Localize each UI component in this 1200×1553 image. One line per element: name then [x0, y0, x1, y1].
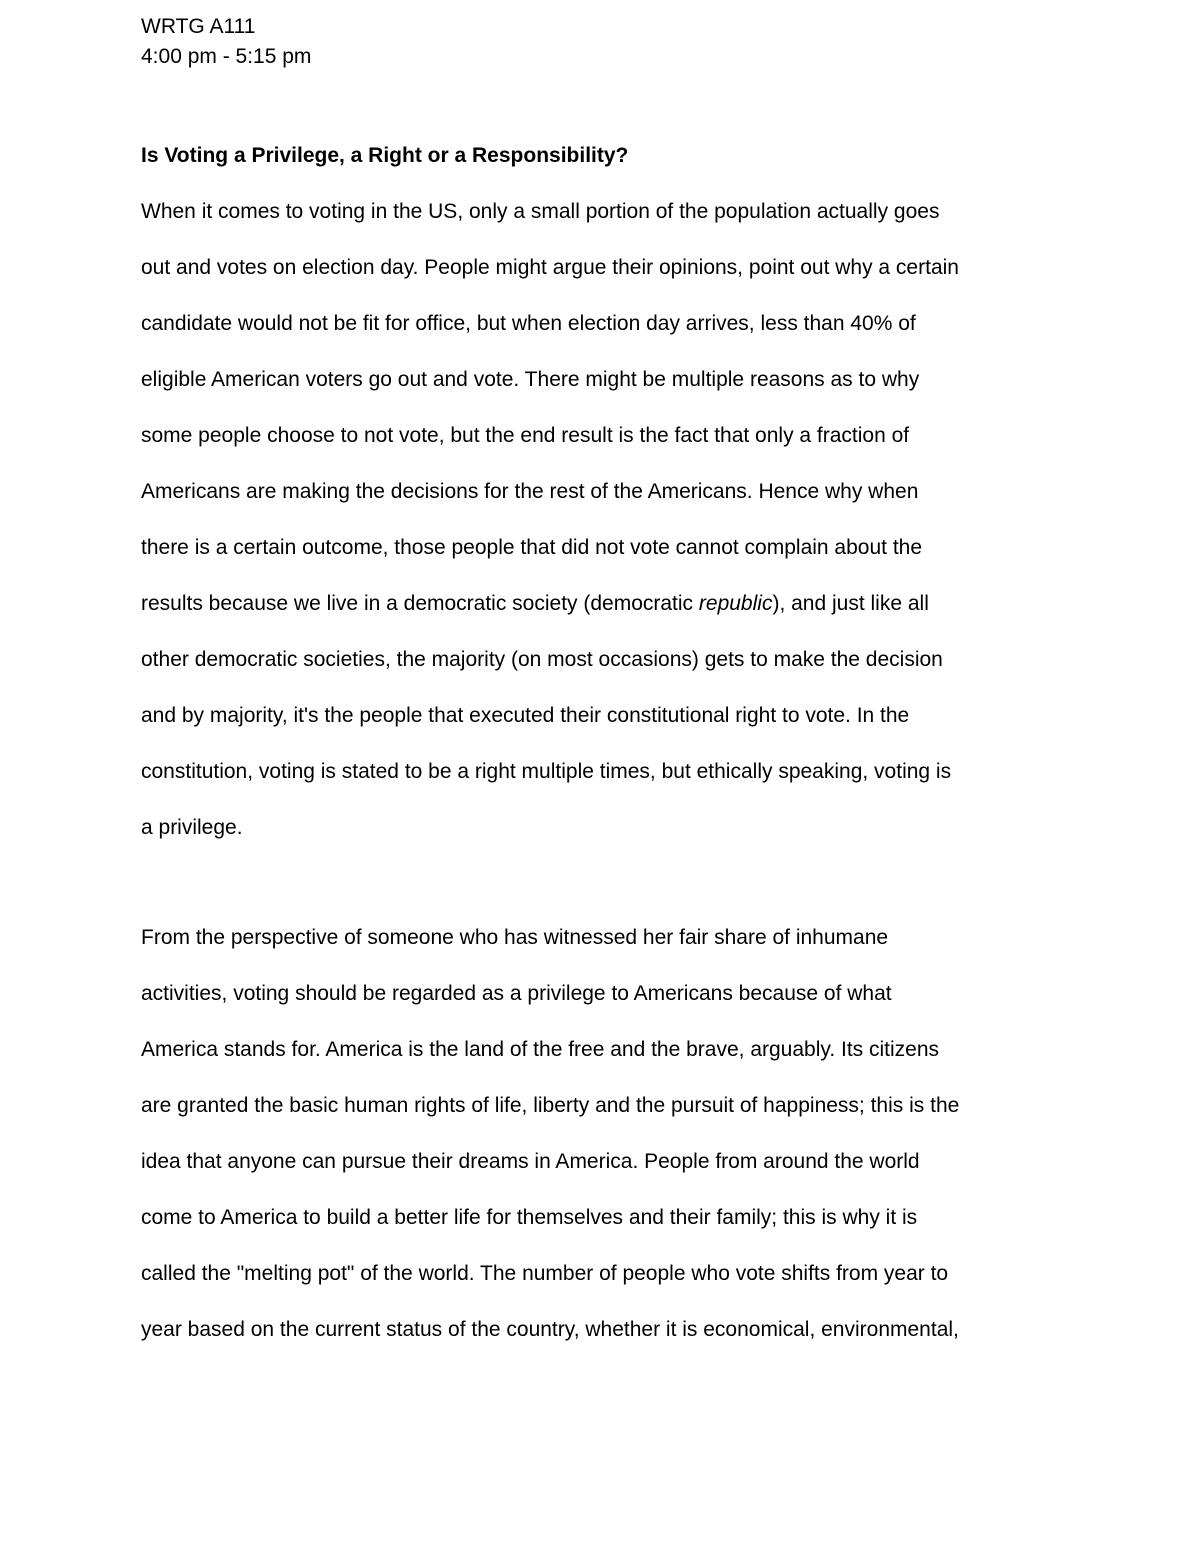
paragraph-line: some people choose to not vote, but the end result is the fact that only a fraction of	[141, 424, 910, 447]
paragraph-line: activities, voting should be regarded as a privilege to Americans because of what	[141, 982, 892, 1005]
essay-title: Is Voting a Privilege, a Right or a Responsibility?	[141, 144, 629, 167]
paragraph-line: From the perspective of someone who has witnessed her fair share of inhumane	[141, 926, 889, 949]
paragraph-line: When it comes to voting in the US, only a small portion of the population actually goes	[141, 200, 940, 223]
paragraph-line-with-italic	[141, 576, 959, 632]
class-time: 4:00 pm - 5:15 pm	[141, 45, 312, 68]
italic-word: republic	[698, 592, 773, 615]
paragraph-line: year based on the current status of the country, whether it is economical, environmental,	[141, 1318, 959, 1341]
paragraph-line: called the "melting pot" of the world. The number of people who vote shifts from year to	[141, 1262, 949, 1285]
paragraph-1	[141, 184, 959, 856]
paragraph-line: Americans are making the decisions for the rest of the Americans. Hence why when	[141, 480, 919, 503]
paragraph-line: other democratic societies, the majority (on most occasions) gets to make the decision	[141, 648, 943, 671]
paragraph-line: constitution, voting is stated to be a right multiple times, but ethically speaking, voting is	[141, 760, 952, 783]
paragraph-line: eligible American voters go out and vote. There might be multiple reasons as to why	[141, 368, 920, 391]
paragraph-line: candidate would not be fit for office, but when election day arrives, less than 40% of	[141, 312, 916, 335]
paragraph-line: are granted the basic human rights of life, liberty and the pursuit of happiness; this is the	[141, 1094, 960, 1117]
paragraph-line: out and votes on election day. People might argue their opinions, point out why a certain	[141, 256, 959, 279]
paragraph-line: come to America to build a better life for themselves and their family; this is why it is	[141, 1206, 918, 1229]
document-header	[141, 12, 311, 72]
paragraph-line: a privilege.	[141, 816, 243, 839]
course-code: WRTG A111	[141, 15, 256, 38]
paragraph-2	[141, 910, 959, 1358]
line-text-after: ), and just like all	[772, 592, 929, 615]
paragraph-line: America stands for. America is the land of the free and the brave, arguably. Its citizens	[141, 1038, 940, 1061]
paragraph-line: idea that anyone can pursue their dreams in America. People from around the world	[141, 1150, 920, 1173]
paragraph-line: and by majority, it's the people that executed their constitutional right to vote. In the	[141, 704, 910, 727]
paragraph-line: there is a certain outcome, those people that did not vote cannot complain about the	[141, 536, 923, 559]
line-text-before: results because we live in a democratic society (democratic	[141, 592, 699, 615]
